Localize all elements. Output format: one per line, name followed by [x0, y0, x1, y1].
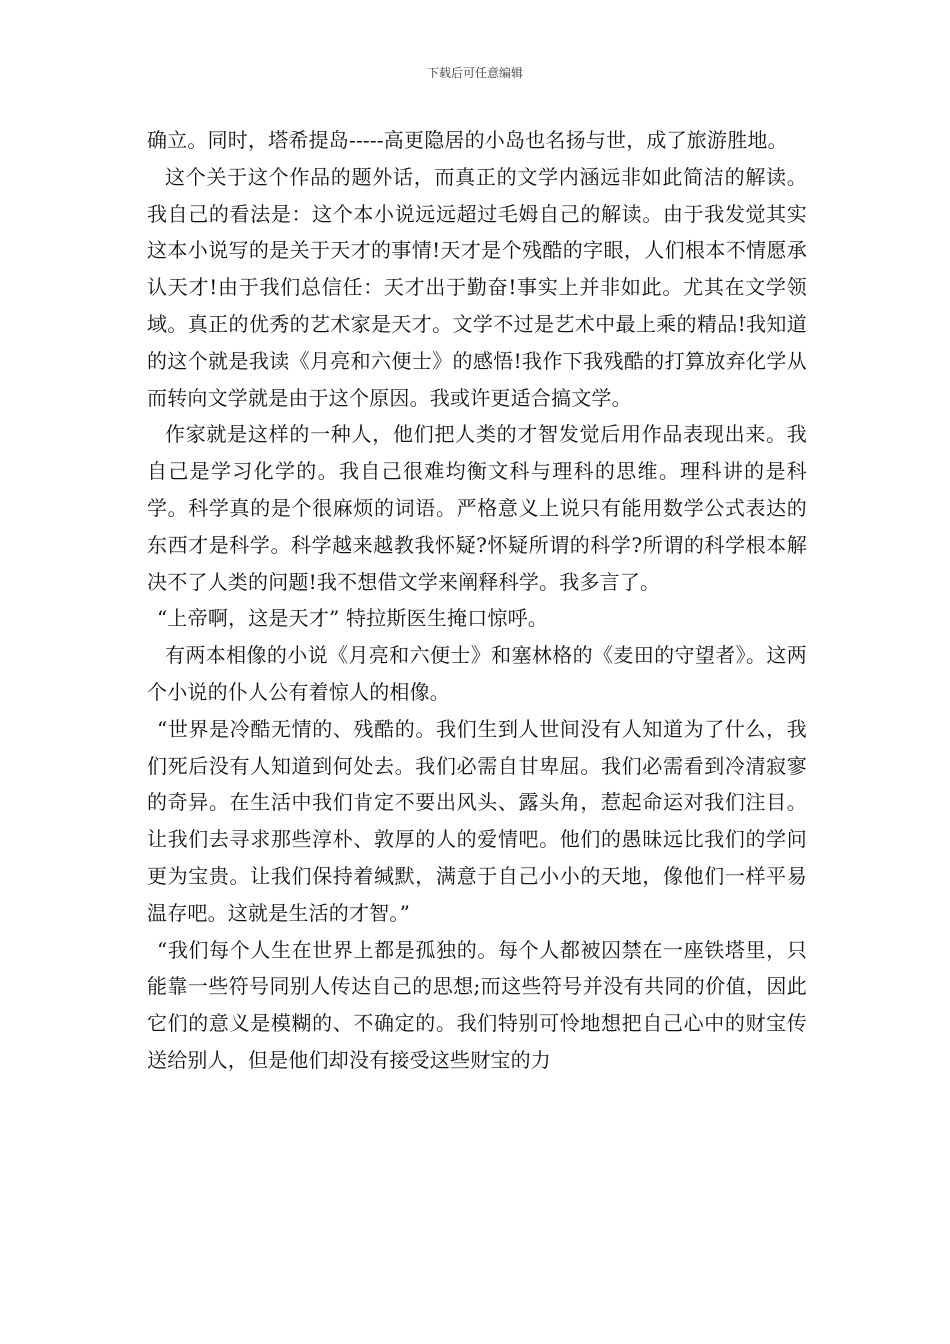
paragraph-continuation: 确立。同时，塔希提岛-----高更隐居的小岛也名扬与世，成了旅游胜地。 [147, 128, 788, 152]
paragraph-two-novels: 有两本相像的小说《月亮和六便士》和塞林格的《麦田的守望者》。这两个小说的仆人公有着惊人的相像。 [147, 643, 807, 704]
paragraph-writer: 作家就是这样的一种人，他们把人类的才智发觉后用作品表现出来。我自己是学习化学的。我自己很难均衡文科与理科的思维。理科讲的是科学。科学真的是个很麻烦的词语。严格意义上说只有能用数学公式表达的东西才是科学。科学越来越教我怀疑?怀疑所谓的科学?所谓的科学根本解决不了人类的问题!我不想借文学来阐释科学。我多言了。 [147, 422, 807, 594]
document-body [147, 122, 807, 1079]
paragraph-quote-doctor: “上帝啊，这是天才” 特拉斯医生掩口惊呼。 [157, 606, 549, 631]
paragraph-reflection: 这个关于这个作品的题外话，而真正的文学内涵远非如此简洁的解读。我自己的看法是：这个本小说远远超过毛姆自己的解读。由于我发觉其实这本小说写的是关于天才的事情!天才是个残酷的字眼，人们根本不情愿承认天才!由于我们总信任：天才出于勤奋!事实上并非如此。尤其在文学领域。真正的优秀的艺术家是天才。文学不过是艺术中最上乘的精品!我知道的这个就是我读《月亮和六便士》的感悟!我作下我残酷的打算放弃化学从而转向文学就是由于这个原因。我或许更适合搞文学。 [147, 164, 807, 410]
page-header: 下载后可任意编辑 [426, 66, 523, 80]
paragraph-quote-world: “世界是冷酷无情的、残酷的。我们生到人世间没有人知道为了什么，我们死后没有人知道到何处去。我们必需自甘卑屈。我们必需看到冷清寂寥的奇异。在生活中我们肯定不要出风头、露头角，惹起命运对我们注目。让我们去寻求那些淳朴、敦厚的人的爱情吧。他们的愚昧远比我们的学问更为宝贵。让我们保持着缄默，满意于自己小小的天地，像他们一样平易温存吧。这就是生活的才智。” [147, 716, 807, 925]
paragraph-quote-lonely: “我们每个人生在世界上都是孤独的。每个人都被囚禁在一座铁塔里，只能靠一些符号同别人传达自己的思想;而这些符号并没有共同的价值，因此它们的意义是模糊的、不确定的。我们特别可怜地想把自己心中的财宝传送给别人，但是他们却没有接受这些财宝的力 [147, 937, 807, 1072]
